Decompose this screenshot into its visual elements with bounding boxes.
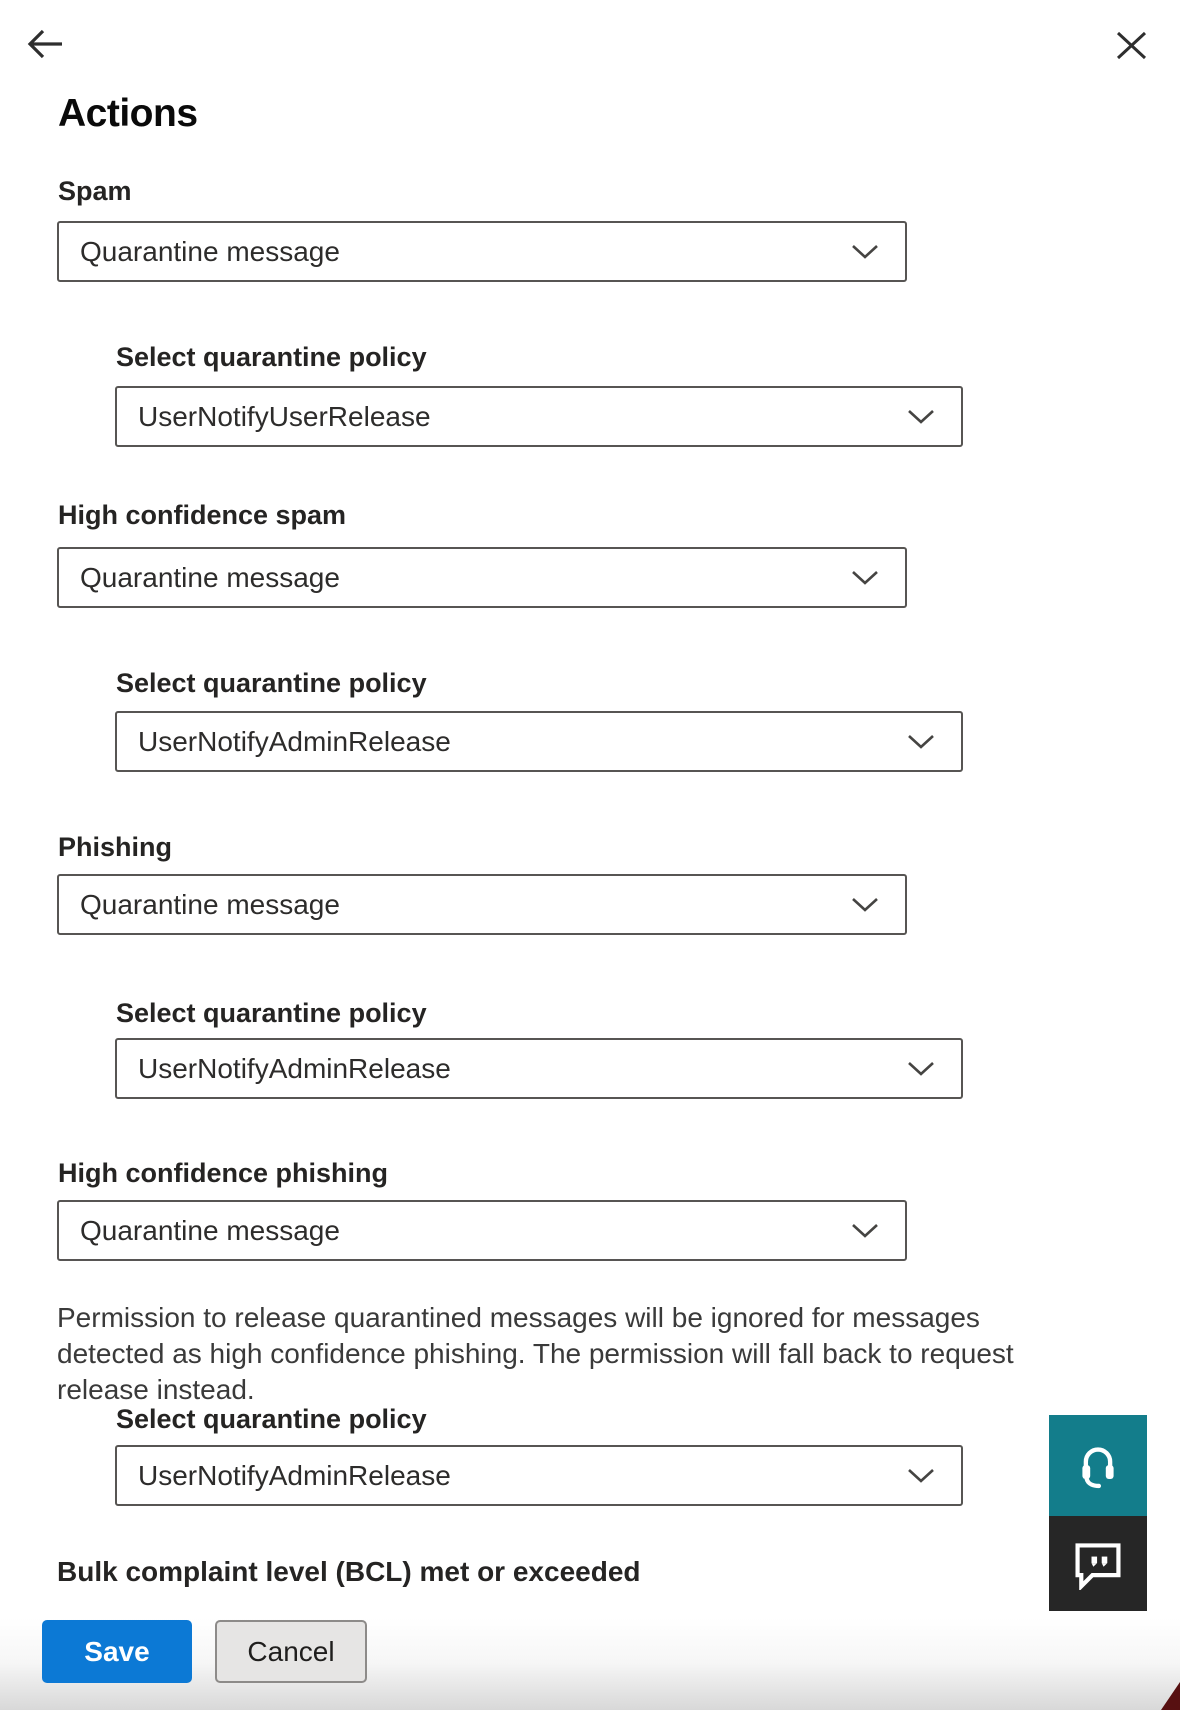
phishing-action-value: Quarantine message <box>80 888 340 920</box>
footer-bar <box>0 1592 1180 1710</box>
chevron-down-icon <box>851 570 879 586</box>
chevron-down-icon <box>851 1223 879 1239</box>
chevron-down-icon <box>851 897 879 913</box>
spam-label: Spam <box>58 176 132 206</box>
high-confidence-phishing-quarantine-policy-dropdown[interactable] <box>115 1445 963 1506</box>
phishing-label: Phishing <box>58 832 172 862</box>
headset-icon <box>1072 1440 1124 1492</box>
chat-feedback-icon <box>1070 1538 1126 1590</box>
chevron-down-icon <box>907 409 935 425</box>
page-title: Actions <box>58 92 198 135</box>
high-confidence-spam-policy-value: UserNotifyAdminRelease <box>138 725 451 757</box>
high-confidence-phishing-note: Permission to release quarantined messages will be ignored for messages detected as high confidence phishing. The permission will fall back to request release instead. <box>57 1302 1014 1405</box>
chevron-down-icon <box>851 244 879 260</box>
spam-policy-value: UserNotifyUserRelease <box>138 400 431 432</box>
feedback-chat-button[interactable] <box>1049 1516 1147 1611</box>
help-widget <box>1049 1415 1147 1611</box>
spam-action-dropdown[interactable] <box>57 221 907 282</box>
high-confidence-phishing-label: High confidence phishing <box>58 1158 388 1188</box>
high-confidence-spam-action-dropdown[interactable] <box>57 547 907 608</box>
high-confidence-phishing-policy-value: UserNotifyAdminRelease <box>138 1459 451 1491</box>
high-confidence-phishing-action-value: Quarantine message <box>80 1214 340 1246</box>
back-arrow-icon <box>26 27 64 61</box>
spam-quarantine-policy-dropdown[interactable] <box>115 386 963 447</box>
phishing-action-dropdown[interactable] <box>57 874 907 935</box>
high-confidence-spam-quarantine-policy-dropdown[interactable] <box>115 711 963 772</box>
spam-action-value: Quarantine message <box>80 235 340 267</box>
high-confidence-spam-policy-label: Select quarantine policy <box>116 668 427 698</box>
phishing-policy-label: Select quarantine policy <box>116 998 427 1028</box>
support-headset-button[interactable] <box>1049 1415 1147 1516</box>
cancel-button[interactable]: Cancel <box>215 1620 367 1683</box>
close-icon <box>1116 31 1147 60</box>
chevron-down-icon <box>907 1061 935 1077</box>
close-button[interactable] <box>1116 31 1147 60</box>
spam-policy-label: Select quarantine policy <box>116 342 427 372</box>
bulk-complaint-level-label: Bulk complaint level (BCL) met or exceeded <box>57 1556 641 1587</box>
high-confidence-phishing-action-dropdown[interactable] <box>57 1200 907 1261</box>
save-button[interactable]: Save <box>42 1620 192 1683</box>
high-confidence-spam-action-value: Quarantine message <box>80 561 340 593</box>
high-confidence-spam-label: High confidence spam <box>58 500 347 530</box>
chevron-down-icon <box>907 1468 935 1484</box>
back-button[interactable] <box>26 27 64 61</box>
phishing-policy-value: UserNotifyAdminRelease <box>138 1052 451 1084</box>
high-confidence-phishing-policy-label: Select quarantine policy <box>116 1404 427 1434</box>
phishing-quarantine-policy-dropdown[interactable] <box>115 1038 963 1099</box>
chevron-down-icon <box>907 734 935 750</box>
